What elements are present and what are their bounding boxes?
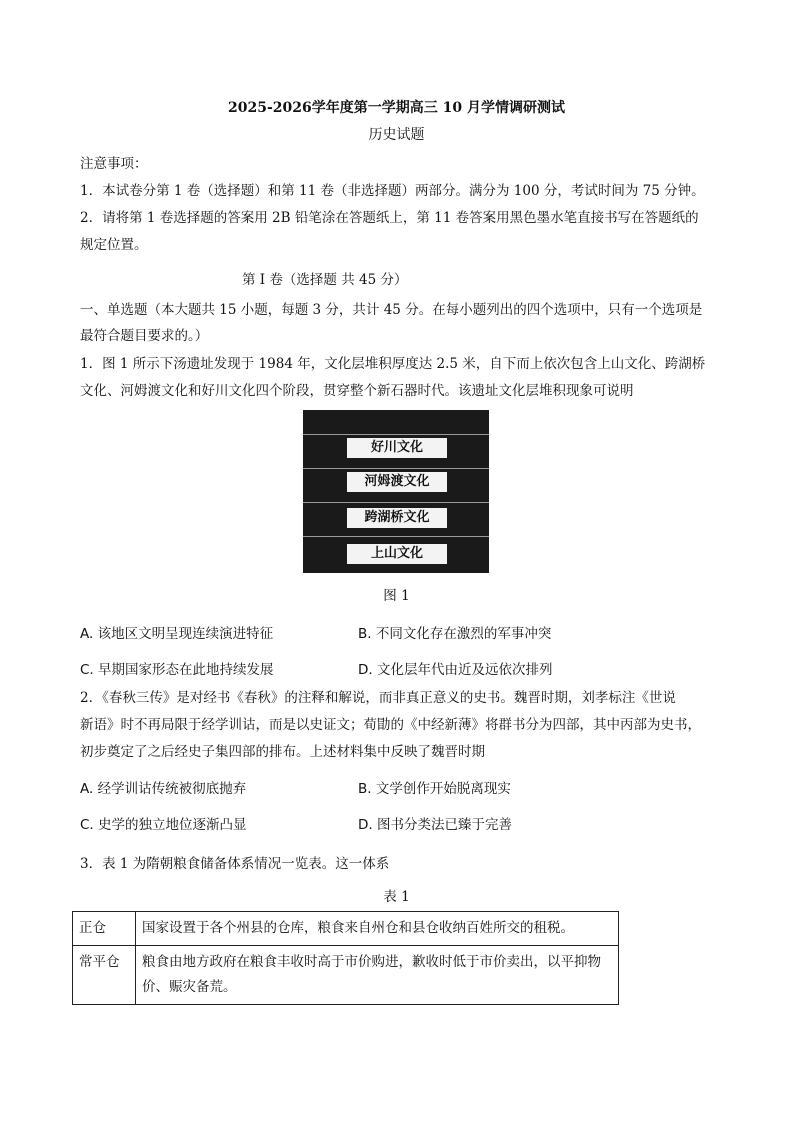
table-1-caption: 表 1 [383,889,410,905]
exam-title: 2025-2026学年度第一学期高三 10 月学情调研测试 [228,100,565,116]
q1-option-d[interactable]: D. 文化层年代由近及远依次排列 [358,662,553,678]
q1-line-2: 文化、河姆渡文化和好川文化四个阶段，贯穿整个新石器时代。该遗址文化层堆积现象可说明 [80,383,634,399]
layer-hemudu: 河姆渡文化 [347,472,447,492]
notice-item-2-cont: 规定位置。 [80,237,148,253]
q2-option-b[interactable]: B. 文学创作开始脱离现实 [358,781,511,797]
layer-shangshan: 上山文化 [347,544,447,564]
strata-boundary [303,468,489,469]
table-1 [72,911,619,1005]
notice-heading: 注意事项： [80,156,148,172]
q1-line-1: 1．图 1 所示下汤遗址发现于 1984 年，文化层堆积厚度达 2.5 米，自下而上依次包含上山文化、跨湖桥 [80,356,706,372]
layer-kuahuqiao: 跨湖桥文化 [347,508,447,528]
figure-1-strata-photo [303,410,489,573]
q2-line-1: 2．《春秋三传》是对经书《春秋》的注释和解说，而非真正意义的史书。魏晋时期，刘孝标注《世说 [80,690,676,706]
layer-haochuan: 好川文化 [347,438,447,458]
table-cell-name: 正仓 [73,912,136,946]
notice-item-2: 2．请将第 1 卷选择题的答案用 2B 铅笔涂在答题纸上，第 11 卷答案用黑色墨水笔直接书写在答题纸的 [80,210,699,226]
q1-option-b[interactable]: B. 不同文化存在激烈的军事冲突 [358,626,552,642]
table-cell-desc: 粮食由地方政府在粮食丰收时高于市价购进，歉收时低于市价卖出，以平抑物价、赈灾备荒。 [136,946,619,1005]
section-intro-2: 最符合题目要求的。） [80,328,209,344]
table-row [73,912,619,946]
strata-boundary [303,536,489,537]
table-cell-name: 常平仓 [73,946,136,1005]
strata-boundary [303,502,489,503]
q2-option-c[interactable]: C. 史学的独立地位逐渐凸显 [80,817,247,833]
strata-boundary [303,434,489,435]
q1-option-c[interactable]: C. 早期国家形态在此地持续发展 [80,662,274,678]
q2-option-d[interactable]: D. 图书分类法已臻于完善 [358,817,512,833]
section-title: 第 I 卷（选择题 共 45 分） [242,272,408,288]
q2-line-3: 初步奠定了之后经史子集四部的排布。上述材料集中反映了魏晋时期 [80,744,485,760]
q2-option-a[interactable]: A. 经学训诂传统被彻底抛弃 [80,781,247,797]
table-row [73,946,619,1005]
table-cell-desc: 国家设置于各个州县的仓库，粮食来自州仓和县仓收纳百姓所交的租税。 [136,912,619,946]
notice-item-1: 1．本试卷分第 1 卷（选择题）和第 11 卷（非选择题）两部分。满分为 100 分，考试时间为 75 分钟。 [80,183,705,199]
q1-option-a[interactable]: A. 该地区文明呈现连续演进特征 [80,626,274,642]
figure-1-caption: 图 1 [383,588,410,604]
exam-subject: 历史试题 [368,127,425,143]
q3-line-1: 3．表 1 为隋朝粮食储备体系情况一览表。这一体系 [80,856,390,872]
section-intro-1: 一、单选题（本大题共 15 小题，每题 3 分，共计 45 分。在每小题列出的四个选项中，只有一个选项是 [80,302,703,318]
q2-line-2: 新语》时不再局限于经学训诂，而是以史证文；荀勖的《中经新薄》将群书分为四部，其中丙部为史书， [80,717,701,733]
